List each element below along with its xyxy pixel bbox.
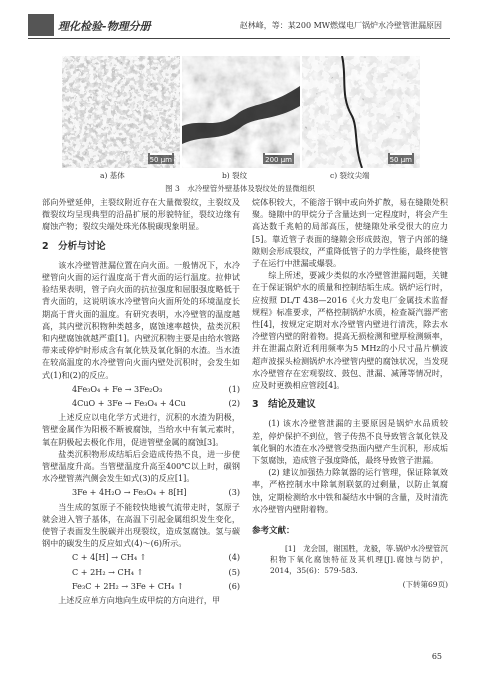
journal-logo-mark (28, 14, 54, 36)
paragraph: 烷体积较大，不能溶于钢中或向外扩散，易在缝隙处积聚。缝隙中的甲烷分子含量达到一定程度时，将会产生高达数千兆帕的局部高压，使缝隙处承受很大的应力[5]。靠近管子表面的缝隙会形成鼓泡，管子内部的缝隙则会形成裂纹，严重降低管子的力学性能，最终使管子在运行中泄漏或爆裂。 (252, 197, 448, 269)
equation-3: 3Fe + 4H₂O → Fe₃O₄ + 8[H] (3) (72, 487, 240, 498)
right-column (252, 196, 448, 591)
running-title: 赵林峰，等：某200 MW燃煤电厂锅炉水冷壁管泄漏原因 (239, 21, 442, 30)
subcaption-a: a) 基体 (100, 171, 125, 180)
paragraph: 上述反应单方向地向生成甲烷的方向进行，甲 (58, 595, 221, 606)
section-heading: 3 结论及建议 (252, 399, 316, 411)
paragraph: (2) 建议加强热力除氧器的运行管理，保证除氧效率，严格控制水中除氧剂联氨的过剩量，以防止氧腐蚀，定期检测给水中铁和凝结水中铜的含量，及时清洗水冷壁管内壁附着物。 (252, 467, 448, 514)
left-column (42, 196, 240, 606)
paragraph: (1) 该水冷壁管泄漏的主要原因是锅炉水品质较差，停炉保护不到位，管子传热不良导致管含氧化铁及氧化铜的水渣在水冷壁管受热面内壁产生沉积，形成垢下氢腐蚀，造成管子强度降低，最终导致管子泄漏。 (252, 418, 448, 466)
equation-5: C + 2H₂ → CH₄ ↑ (5) (72, 566, 240, 577)
equation-6: Fe₃C + 2H₂ → 3Fe + CH₄ ↑ (6) (72, 580, 240, 591)
paragraph: 部向外壁延伸，主裂纹附近存在大量微裂纹，主裂纹及微裂纹均呈现典型的沿晶扩展的形貌特征，裂纹边缘有腐蚀产物；裂纹尖端处珠光体脱碳现象明显。 (42, 197, 240, 232)
paragraph: 上述反应以电化学方式进行，沉积的水渣为阴极，管壁金属作为阳极不断被腐蚀，当给水中有氧元素时，氧在阴极起去极化作用，促进管壁金属的腐蚀[3]。 (42, 412, 240, 447)
reference-item: [1] 龙会国，谢国胜，龙毅，等.锅炉水冷壁管沉积物下氧化腐蚀特征及其机理[J].腐蚀与防护，2014，35(6)：579-583. (270, 544, 449, 576)
figure-caption: 图 3 水冷壁管外壁基体及裂纹处的显微组织 (165, 184, 315, 193)
paragraph: 当生成的氢原子不能较快地被气流带走时，氢原子就会进入管子基体，在高温下引起金属组织发生变化，使管子表面发生脱碳并出现裂纹，造成氢腐蚀。氢与碳钢中的碳发生的反应如式(4)～(6)所示。 (42, 501, 240, 549)
micrograph-c (302, 56, 420, 168)
header-rule (28, 38, 450, 39)
subcaption-c: c) 裂纹尖端 (330, 171, 370, 180)
equation-1: 4Fe₃O₄ + Fe → 3Fe₂O₃ (1) (72, 383, 240, 394)
scale-bar-b: 200 μm (263, 153, 294, 164)
micrograph-a (62, 56, 180, 168)
continuation-note: (下转第69页) (402, 580, 448, 590)
journal-logo (28, 14, 151, 36)
paragraph: 盐类沉积物形成结垢后会造成传热不良，进一步使管壁温度升高。当管壁温度升高至400℃以上时，碳钢水冷壁管蒸汽侧会发生如式(3)的反应[1]。 (42, 448, 240, 484)
equation-2: 4CuO + 3Fe → Fe₃O₄ + 4Cu (2) (72, 398, 240, 409)
references-heading: 参考文献： (252, 526, 295, 537)
scale-bar-c: 50 μm (388, 153, 414, 164)
section-heading: 2 分析与讨论 (42, 240, 106, 252)
journal-logo-text: 理化检验-物理分册 (58, 20, 151, 33)
page-number: 65 (431, 652, 442, 661)
micrograph-b (182, 56, 300, 168)
equation-4: C + 4[H] → CH₄ ↑ (4) (72, 552, 240, 563)
subcaption-b: b) 裂纹 (222, 171, 248, 180)
paragraph: 该水冷壁管泄漏位置在向火面。一般情况下，水冷壁管向火面的运行温度高于背火面的运行温度。拉伸试验结果表明，管子向火面的抗拉强度和屈服强度略低于背火面的，这说明该水冷壁管向火面所处的环境温度长期高于背火面的温度。有研究表明，水冷壁管的温度越高，其内壁沉积物种类越多，腐蚀速率越快，盐类沉积和内壁腐蚀就越严重[1]。内壁沉积物主要是由给水管路带来或停炉时形成含有氧化铁及氧化铜的水渣。当水渣在较高温度的水冷壁管向火面内壁处沉积时，会发生如式(1)和(2)的反应。 (42, 259, 240, 380)
paragraph: 综上所述，要减少类似的水冷壁管泄漏问题，关键在于保证锅炉水的质量和控制结垢生成。锅炉运行时，应按照 DL/T 438—2016《火力发电厂金属技术监督规程》标准要求，严格控制锅炉水质，检查凝汽器严密性[4]，按规定定期对水冷壁管内壁进行清洗，除去水冷壁管内壁的附着物。提高无损检测和壁厚检测频率，并在泄漏点附近利用频率为5 MHz的小尺寸晶片横波超声波探头检测锅炉水冷壁管内壁的腐蚀状况，当发现水冷壁管存在宏观裂纹、鼓包、泄漏、减薄等情况时，应及时更换相应管段[4]。 (252, 270, 448, 391)
scale-bar-a: 50 μm (148, 153, 174, 164)
